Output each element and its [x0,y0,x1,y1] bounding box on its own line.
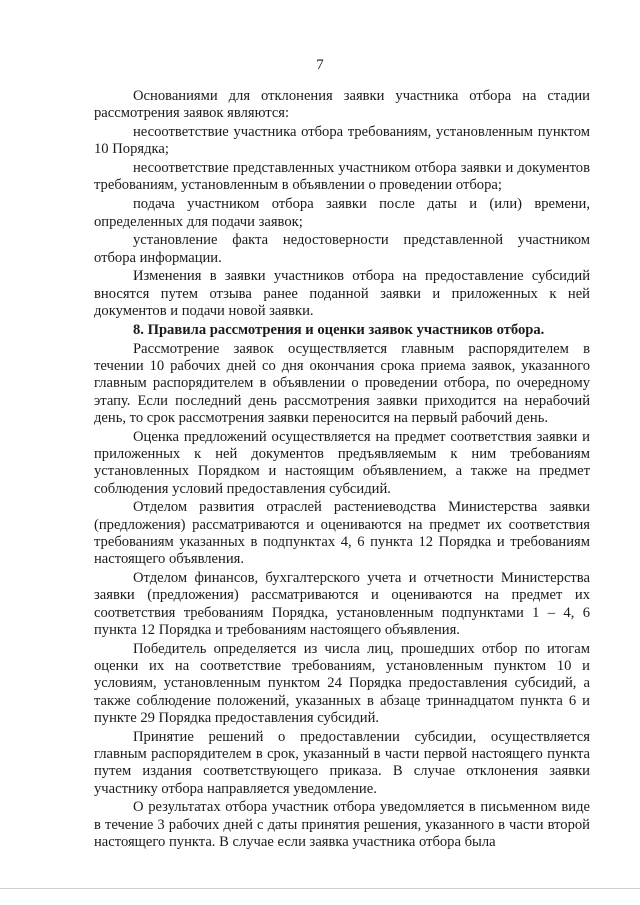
paragraph: О результатах отбора участник отбора уведомляется в письменном виде в течение 3 рабочих дней с даты принятия решения, указанного в части второй настоящего пункта. В случае если заявка участника отбора была [94,799,590,850]
paragraph: Оценка предложений осуществляется на предмет соответствия заявки и приложенных к ней документов предъявляемым к ним требованиям установленных Порядком и настоящим объявлением, а также на предмет соблюдения условий предоставления субсидий. [94,428,590,497]
scan-edge-divider [0,888,640,889]
paragraph: установление факта недостоверности представленной участником отбора информации. [94,232,590,266]
paragraph: подача участником отбора заявки после даты и (или) времени, определенных для подачи заявок; [94,196,590,230]
paragraph: несоответствие участника отбора требованиям, установленным пунктом 10 Порядка; [94,124,590,158]
section-heading: 8. Правила рассмотрения и оценки заявок участников отбора. [133,321,545,338]
document-body [94,88,590,853]
paragraph: Изменения в заявки участников отбора на предоставление субсидий вносятся путем отзыва ранее поданной заявки и приложенных к ней документов и подачи новой заявки. [94,268,590,320]
paragraph: Отделом развития отраслей растениеводства Министерства заявки (предложения) рассматриваются и оцениваются на предмет их соответствия требованиям указанных в подпунктах 4, 6 пункта 12 Порядка и требованиям настоящего объявления. [94,499,590,568]
paragraph: Основаниями для отклонения заявки участника отбора на стадии рассмотрения заявок являются: [94,88,590,122]
paragraph: Рассмотрение заявок осуществляется главным распорядителем в течении 10 рабочих дней со дня окончания срока приема заявок, указанного главным распорядителем в объявлении о проведении отбора, по очередному этапу. Если последний день рассмотрения заявки приходится на нерабочий день, то срок рассмотрения заявки переносится на первый рабочий день. [94,340,590,426]
paragraph: Принятие решений о предоставлении субсидии, осуществляется главным распорядителем в срок, указанный в части первой настоящего пункта путем издания соответствующего приказа. В случае отклонения заявки участнику отбора направляется уведомление. [94,728,590,797]
paragraph: Отделом финансов, бухгалтерского учета и отчетности Министерства заявки (предложения) рассматриваются и оцениваются на предмет их соответствия требованиям Порядка, установленным подпунктами 1 – 4, 6 пункта 12 Порядка и требованиям настоящего объявления. [94,570,590,638]
paragraph: несоответствие представленных участником отбора заявки и документов требованиям, установленным в объявлении о проведении отбора; [94,160,590,194]
paragraph: Победитель определяется из числа лиц, прошедших отбор по итогам оценки их на соответствие требованиям, установленным пунктом 10 и условиям, установленным пунктом 24 Порядка предоставления субсидий, а также соблюдение положений, указанных в абзаце триннадцатом пункта 6 и пункте 29 Порядка предоставления субсидий. [94,640,590,726]
page-number: 7 [316,57,324,73]
